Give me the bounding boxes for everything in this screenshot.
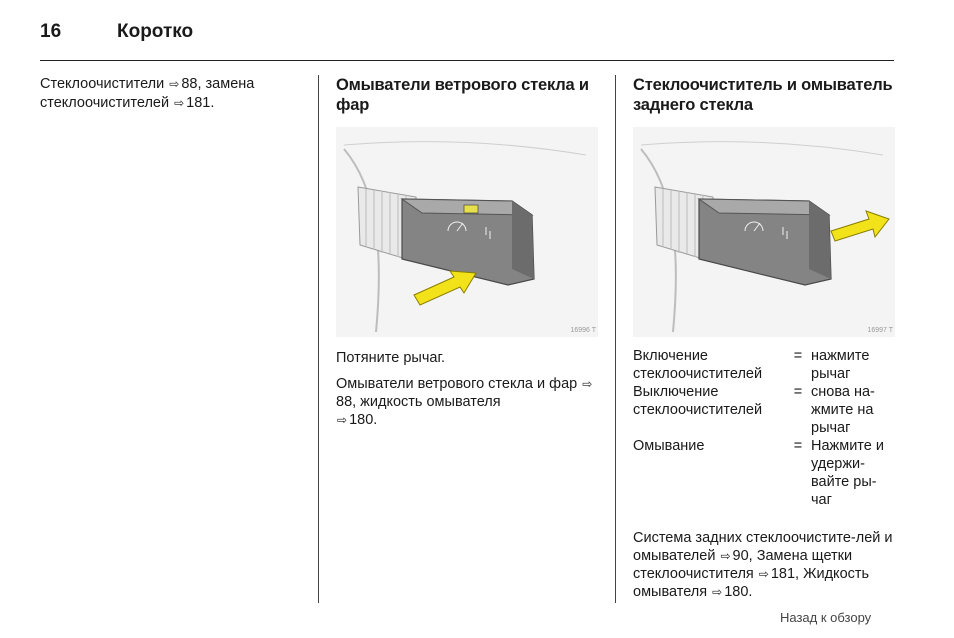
column-windshield-washers xyxy=(336,75,598,429)
function-action: снова на-жмите на рычаг xyxy=(811,384,875,436)
figure-code: 16997 T xyxy=(867,327,893,334)
intro-text-2: стеклоочистителей xyxy=(40,95,170,111)
xref-arrow-icon: ⇨ xyxy=(174,96,185,110)
function-table xyxy=(633,347,895,509)
function-action: нажмите рычаг xyxy=(811,348,870,382)
function-row xyxy=(633,347,895,383)
lever-push-illustration xyxy=(633,127,895,337)
figure-lever-push xyxy=(633,127,895,337)
instruction-text: Потяните рычаг. xyxy=(336,350,445,366)
rear-xref-link-181[interactable]: 181, Жидкость омывателя xyxy=(633,566,870,600)
function-row xyxy=(633,383,895,437)
intro-text-1: Стеклоочистители xyxy=(40,76,165,92)
page-header xyxy=(40,18,894,61)
back-to-overview-link[interactable]: Назад к обзору xyxy=(780,610,872,625)
page-title: Коротко xyxy=(117,21,194,42)
rear-xref-text: Система задних стеклоочистите-лей и омывателей xyxy=(633,530,893,564)
figure-code: 16996 T xyxy=(570,327,596,334)
xref-arrow-icon: ⇨ xyxy=(582,377,593,391)
page-number: 16 xyxy=(40,21,62,42)
column-divider-2 xyxy=(615,75,616,603)
function-eq: = xyxy=(793,384,803,400)
function-eq: = xyxy=(793,438,803,454)
function-label: Выключение стеклоочистителей xyxy=(633,384,763,418)
xref-arrow-icon: ⇨ xyxy=(712,585,723,599)
intro-ref-2[interactable]: 181. xyxy=(186,95,215,111)
rear-xref-link-180[interactable]: 180. xyxy=(724,584,753,600)
xref-text: Омыватели ветрового стекла и фар xyxy=(336,376,578,392)
xref-arrow-icon: ⇨ xyxy=(758,567,769,581)
function-label: Омывание xyxy=(633,438,705,454)
lever-pull-illustration xyxy=(336,127,598,337)
function-label: Включение стеклоочистителей xyxy=(633,348,763,382)
xref-link-180[interactable]: 180. xyxy=(349,412,378,428)
figure-lever-pull xyxy=(336,127,598,337)
column-rear-wiper xyxy=(633,75,895,601)
function-eq: = xyxy=(793,348,803,364)
xref-arrow-icon: ⇨ xyxy=(337,413,348,427)
function-row xyxy=(633,437,895,509)
windshield-xref-paragraph xyxy=(336,375,598,429)
column-intro xyxy=(40,75,302,113)
intro-ref-1[interactable]: 88, замена xyxy=(181,76,255,92)
rear-xref-link-90[interactable]: 90, Замена щетки стеклоочистителя xyxy=(633,548,853,582)
section-heading-rear: Стеклоочиститель и омыватель заднего стекла xyxy=(633,76,893,114)
xref-arrow-icon: ⇨ xyxy=(169,77,180,91)
function-action: Нажмите и удержи-вайте ры-чаг xyxy=(811,438,884,508)
xref-link-88[interactable]: 88, жидкость омывателя xyxy=(336,394,501,410)
section-heading-windshield: Омыватели ветрового стекла и фар xyxy=(336,76,589,114)
intro-line-2 xyxy=(40,94,302,113)
xref-arrow-icon: ⇨ xyxy=(720,549,731,563)
rear-xref-paragraph xyxy=(633,529,895,601)
intro-line-1 xyxy=(40,75,302,94)
column-divider-1 xyxy=(318,75,319,603)
